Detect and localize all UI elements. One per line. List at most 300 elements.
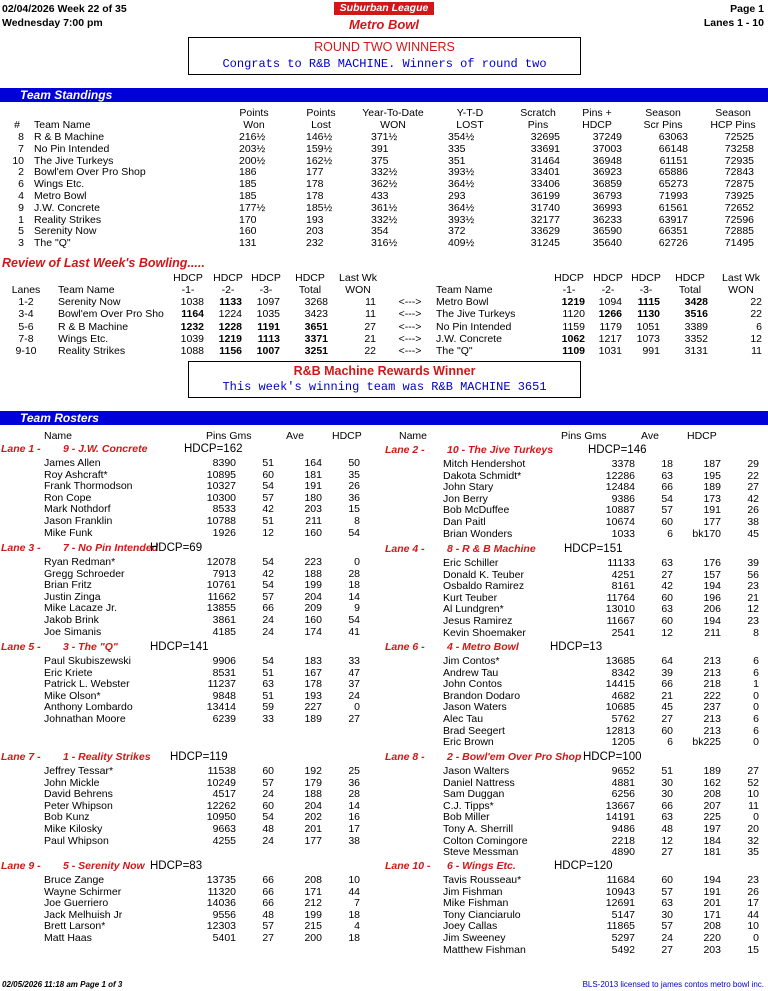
- standings-value: 332½: [371, 166, 398, 179]
- player-average: 177: [703, 516, 721, 528]
- review-hdcp-header: HDCP: [295, 272, 325, 284]
- team-hdcp: HDCP=120: [554, 860, 613, 872]
- standings-value: 71993: [658, 190, 688, 202]
- review-game-header: -1-: [562, 284, 576, 296]
- standings-col-header: WON: [380, 119, 406, 131]
- review-score: 1031: [598, 345, 622, 358]
- review-game-header: WON: [728, 284, 754, 296]
- standings-value: 177½: [239, 201, 266, 214]
- player-pins: 9386: [611, 492, 635, 505]
- player-hdcp: 28: [348, 567, 360, 580]
- standings-value: 36199: [530, 190, 560, 202]
- standings-row: [0, 237, 768, 249]
- review-section-title: Review of Last Week's Bowling.....: [2, 256, 205, 270]
- review-score: 1228: [218, 320, 242, 333]
- roster-player-row: [384, 557, 768, 569]
- player-hdcp: 6: [753, 655, 759, 667]
- standings-rank: 2: [18, 166, 24, 179]
- player-name: Jason Walters: [443, 765, 510, 777]
- player-hdcp: 8: [354, 515, 360, 527]
- roster-player-row: [384, 823, 768, 835]
- player-hdcp: 23: [747, 874, 759, 886]
- standings-value: 36993: [592, 201, 622, 214]
- review-score: 3352: [684, 332, 708, 345]
- player-hdcp: 29: [747, 458, 759, 470]
- player-games: 24: [262, 625, 274, 638]
- standings-col-header: Lost: [311, 119, 331, 131]
- standings-value: 63917: [658, 213, 688, 226]
- roster-player-row: [384, 592, 768, 604]
- player-average: 189: [703, 481, 721, 494]
- player-hdcp: 23: [747, 580, 759, 593]
- player-average: 179: [304, 776, 322, 789]
- standings-value: 361½: [371, 201, 398, 214]
- review-team-1: Wings Etc.: [58, 332, 109, 345]
- player-games: 66: [661, 799, 673, 812]
- player-pins: 13735: [206, 874, 236, 886]
- review-score: 1232: [180, 320, 204, 333]
- player-hdcp: 44: [747, 908, 759, 921]
- player-name: Frank Thormodson: [44, 480, 133, 493]
- player-name: Eric Brown: [443, 736, 494, 749]
- review-score: 1007: [256, 345, 280, 358]
- roster-player-row: [0, 503, 384, 515]
- review-score: 11: [751, 345, 762, 358]
- review-score: 3651: [304, 320, 328, 333]
- standings-value: 354½: [448, 131, 475, 143]
- player-games: 54: [661, 492, 673, 505]
- player-pins: 4881: [611, 776, 635, 789]
- roster-player-row: [384, 835, 768, 847]
- standings-value: 185: [239, 190, 257, 202]
- player-pins: 4682: [611, 689, 635, 702]
- player-name: Eric Kriete: [44, 666, 93, 679]
- player-games: 64: [661, 655, 673, 667]
- player-pins: 12303: [206, 920, 236, 933]
- player-hdcp: 4: [354, 920, 360, 933]
- player-games: 27: [262, 932, 274, 944]
- standings-value: 162½: [306, 154, 333, 167]
- player-hdcp: 7: [354, 897, 360, 910]
- review-hdcp-header: HDCP: [631, 272, 661, 284]
- player-games: 54: [262, 655, 274, 667]
- standings-team-name: Wings Etc.: [34, 178, 85, 191]
- player-name: Jason Waters: [443, 701, 507, 714]
- player-name: Mark Nothdorf: [44, 503, 111, 516]
- player-hdcp: 44: [348, 885, 360, 898]
- standings-value: 66351: [658, 225, 688, 238]
- player-hdcp: 56: [747, 568, 759, 581]
- roster-player-row: [384, 920, 768, 932]
- player-pins: 8342: [611, 666, 635, 679]
- player-name: Bruce Zange: [44, 874, 105, 886]
- player-name: Jim Contos*: [443, 655, 500, 667]
- standings-value: 61561: [658, 201, 688, 214]
- standings-col-header: Points: [306, 107, 336, 119]
- winners-title: ROUND TWO WINNERS: [314, 40, 455, 54]
- roster-lane-title: [385, 444, 765, 457]
- team-name: 3 - The "Q": [63, 641, 118, 653]
- player-hdcp: 37: [348, 678, 360, 691]
- roster-player-row: [384, 615, 768, 627]
- player-pins: 8531: [212, 666, 236, 679]
- standings-value: 31245: [530, 237, 560, 250]
- standings-value: 72935: [724, 154, 754, 167]
- player-games: 66: [661, 678, 673, 691]
- player-name: Matt Haas: [44, 932, 92, 944]
- player-average: 177: [304, 834, 322, 847]
- player-hdcp: 0: [753, 689, 759, 702]
- standings-value: 433: [371, 190, 389, 202]
- player-games: 27: [661, 568, 673, 581]
- player-games: 45: [661, 701, 673, 714]
- player-pins: 4890: [611, 846, 635, 859]
- player-average: 222: [703, 689, 721, 702]
- standings-value: 66148: [658, 142, 688, 155]
- player-average: 188: [304, 567, 322, 580]
- standings-header-row: [0, 119, 768, 131]
- review-score: 1179: [599, 320, 622, 333]
- standings-value: 216½: [239, 131, 266, 143]
- player-name: Alec Tau: [443, 713, 484, 725]
- standings-rank: 1: [18, 213, 24, 226]
- review-score: 1219: [561, 296, 585, 308]
- roster-player-row: [0, 492, 384, 504]
- player-average: 199: [304, 908, 322, 921]
- player-name: Donald K. Teuber: [443, 568, 524, 581]
- player-pins: 4517: [212, 788, 236, 801]
- roster-name-header: Name: [399, 430, 428, 442]
- standings-value: 177: [306, 166, 324, 179]
- player-pins: 5147: [611, 908, 635, 921]
- player-name: C.J. Tipps*: [443, 799, 494, 812]
- review-lanes: 1-2: [18, 296, 34, 308]
- lanes-range: Lanes 1 - 10: [703, 17, 764, 29]
- roster-player-row: [0, 909, 384, 921]
- roster-player-row: [384, 713, 768, 725]
- player-pins: 11662: [207, 590, 236, 603]
- roster-player-row: [384, 765, 768, 777]
- review-score: 1038: [180, 296, 204, 308]
- player-name: Wayne Schirmer: [44, 885, 122, 898]
- player-pins: 7913: [212, 567, 236, 580]
- team-name: 7 - No Pin Intended: [63, 542, 159, 554]
- player-name: Steve Messman: [443, 846, 519, 859]
- player-average: 196: [703, 591, 721, 604]
- player-games: 54: [262, 556, 274, 568]
- review-score: 3268: [304, 296, 328, 308]
- lane-label: Lane 4 -: [385, 543, 425, 555]
- review-lanes: 9-10: [15, 345, 37, 358]
- player-hdcp: 35: [747, 846, 759, 859]
- player-hdcp: 14: [348, 799, 360, 812]
- team-hdcp: HDCP=69: [150, 542, 203, 554]
- player-name: Jack Melhuish Jr: [44, 908, 123, 921]
- player-name: Roy Ashcraft*: [44, 468, 108, 481]
- roster-player-row: [384, 655, 768, 667]
- player-name: Joe Simanis: [44, 625, 102, 638]
- player-average: 203: [304, 503, 322, 516]
- player-average: 218: [703, 678, 721, 691]
- player-name: Ron Cope: [44, 491, 92, 504]
- player-games: 12: [262, 526, 274, 539]
- player-name: James Allen: [44, 457, 101, 469]
- player-pins: 1205: [611, 736, 635, 749]
- player-games: 57: [262, 491, 274, 504]
- standings-value: 71495: [724, 237, 754, 250]
- standings-value: 375: [371, 154, 389, 167]
- player-games: 33: [262, 713, 274, 725]
- player-average: 202: [304, 811, 322, 824]
- review-score: 1109: [562, 345, 585, 358]
- roster-pins-header: Pins Gms: [561, 430, 607, 442]
- roster-ave-header: Ave: [286, 430, 304, 442]
- player-name: Jim Fishman: [443, 885, 503, 898]
- player-average: 191: [703, 504, 721, 517]
- review-hdcp-header: HDCP: [213, 272, 243, 284]
- review-game-header: -2-: [601, 284, 615, 296]
- player-hdcp: 1: [753, 678, 759, 691]
- standings-team-name: The "Q": [34, 237, 71, 250]
- player-average: 178: [304, 678, 322, 691]
- roster-player-row: [384, 725, 768, 737]
- player-pins: 10327: [206, 480, 236, 493]
- player-average: 204: [304, 590, 322, 603]
- player-name: Peter Whipson: [44, 799, 113, 812]
- player-pins: 3378: [611, 458, 635, 470]
- standings-value: 393½: [448, 166, 475, 179]
- team-name: 4 - Metro Bowl: [447, 641, 519, 653]
- standings-col-header: Scratch: [520, 107, 556, 119]
- player-games: 60: [661, 615, 673, 627]
- standings-value: 35640: [592, 237, 622, 250]
- standings-value: 409½: [448, 237, 475, 250]
- standings-value: 72843: [724, 166, 754, 179]
- player-games: 24: [262, 614, 274, 626]
- team-name: 2 - Bowl'em Over Pro Shop: [447, 751, 582, 763]
- player-average: 187: [703, 458, 721, 470]
- player-average: 171: [304, 885, 322, 898]
- player-games: 63: [262, 678, 274, 691]
- standings-col-header: LOST: [456, 119, 484, 131]
- review-score: 3251: [304, 345, 328, 358]
- review-lastwk-header: Last Wk: [722, 272, 760, 284]
- bowling-center-name: Metro Bowl: [348, 17, 420, 32]
- player-average: 211: [305, 515, 322, 527]
- roster-player-row: [0, 874, 384, 886]
- standings-col-header: Year-To-Date: [362, 107, 424, 119]
- review-team-2: The Jive Turkeys: [436, 308, 516, 321]
- player-games: 30: [661, 788, 673, 801]
- player-hdcp: 0: [753, 932, 759, 944]
- team-rosters-header: Team Rosters: [0, 411, 768, 425]
- standings-value: 32695: [530, 131, 560, 143]
- standings-value: 37003: [592, 142, 622, 155]
- player-hdcp: 18: [348, 579, 360, 592]
- standings-team-name: J.W. Concrete: [34, 201, 100, 214]
- player-name: Mike Lacaze Jr.: [44, 602, 117, 615]
- standings-rank: 9: [18, 201, 24, 214]
- roster-player-row: [0, 678, 384, 690]
- player-average: 191: [304, 480, 322, 493]
- review-header-row: [0, 284, 768, 296]
- player-pins: 2218: [611, 834, 635, 847]
- standings-col-header: Won: [243, 119, 265, 131]
- player-name: Patrick L. Webster: [44, 678, 130, 691]
- standings-value: 203: [306, 225, 324, 238]
- player-name: John Mickle: [44, 776, 100, 789]
- roster-player-row: [0, 667, 384, 679]
- roster-player-row: [384, 481, 768, 493]
- standings-row: [0, 166, 768, 178]
- standings-value: 203½: [239, 142, 266, 155]
- player-pins: 9556: [212, 908, 236, 921]
- review-team-2: Metro Bowl: [436, 296, 489, 308]
- player-hdcp: 18: [348, 932, 360, 944]
- player-average: bk170: [692, 527, 721, 540]
- player-games: 57: [262, 920, 274, 933]
- winners-announcement-box: [188, 37, 581, 75]
- player-games: 57: [262, 776, 274, 789]
- review-score: 21: [364, 332, 376, 345]
- team-standings-header: Team Standings: [0, 88, 768, 102]
- player-games: 54: [262, 480, 274, 493]
- team-hdcp: HDCP=162: [184, 443, 243, 455]
- player-games: 63: [661, 897, 673, 910]
- roster-player-row: [384, 528, 768, 540]
- player-average: 189: [703, 765, 721, 777]
- roster-player-row: [384, 800, 768, 812]
- player-average: 167: [304, 666, 322, 679]
- roster-player-row: [0, 701, 384, 713]
- player-name: Paul Whipson: [44, 834, 109, 847]
- player-hdcp: 24: [348, 689, 360, 702]
- standings-value: 185: [239, 178, 257, 191]
- player-average: 237: [703, 701, 721, 714]
- player-hdcp: 0: [354, 701, 360, 714]
- roster-player-row: [384, 458, 768, 470]
- player-name: Mitch Hendershot: [443, 458, 526, 470]
- player-games: 57: [661, 504, 673, 517]
- standings-value: 32177: [530, 213, 560, 226]
- player-hdcp: 17: [348, 823, 360, 835]
- review-header-row: [0, 272, 768, 284]
- roster-player-row: [0, 626, 384, 638]
- review-score: 11: [365, 308, 376, 321]
- player-pins: 10249: [206, 776, 236, 789]
- review-game-header: Total: [678, 284, 702, 296]
- player-pins: 3861: [212, 614, 236, 626]
- player-games: 59: [262, 701, 274, 714]
- roster-player-row: [384, 932, 768, 944]
- standings-value: 33401: [530, 166, 560, 179]
- player-average: 162: [703, 776, 721, 789]
- standings-col-header: Points: [239, 107, 269, 119]
- review-game-header: Total: [298, 284, 322, 296]
- player-average: 215: [304, 920, 322, 933]
- review-score: 1156: [219, 345, 242, 358]
- standings-value: 186: [239, 166, 257, 179]
- player-average: 213: [703, 666, 721, 679]
- standings-rank: 6: [18, 178, 24, 191]
- standings-row: [0, 178, 768, 190]
- standings-col-header: Scr Pins: [643, 119, 683, 131]
- player-pins: 11865: [606, 920, 635, 933]
- player-average: 204: [304, 799, 322, 812]
- player-name: Gregg Schroeder: [44, 567, 125, 580]
- review-lanes: 7-8: [18, 332, 34, 345]
- roster-lane-title: [385, 641, 765, 654]
- team-name: 5 - Serenity Now: [63, 860, 145, 872]
- player-pins: 10950: [206, 811, 236, 824]
- review-lanes: 5-6: [18, 320, 34, 333]
- player-average: 160: [304, 526, 322, 539]
- standings-value: 185½: [306, 201, 333, 214]
- team-name: 1 - Reality Strikes: [63, 751, 151, 763]
- player-games: 21: [661, 689, 673, 702]
- lane-label: Lane 2 -: [385, 444, 425, 456]
- review-score: 1130: [637, 308, 660, 321]
- player-hdcp: 33: [348, 655, 360, 667]
- player-average: 184: [703, 834, 721, 847]
- roster-hdcp-header: HDCP: [332, 430, 362, 442]
- roster-lane-title: [385, 543, 765, 556]
- standings-value: 36590: [592, 225, 622, 238]
- standings-team-name: No Pin Intended: [34, 142, 110, 155]
- player-games: 60: [661, 724, 673, 737]
- player-name: Brian Fritz: [44, 579, 92, 592]
- player-pins: 10788: [206, 515, 236, 527]
- standings-team-name: Reality Strikes: [34, 213, 102, 226]
- player-name: Mike Kilosky: [44, 823, 103, 835]
- standings-value: 72596: [724, 213, 754, 226]
- player-games: 24: [262, 788, 274, 801]
- player-name: Brandon Dodaro: [443, 689, 521, 702]
- player-pins: 8161: [611, 580, 635, 593]
- player-average: 212: [304, 897, 322, 910]
- player-name: Brett Larson*: [44, 920, 106, 933]
- report-date-week: 02/04/2026 Week 22 of 35: [2, 3, 127, 15]
- standings-value: 293: [448, 190, 466, 202]
- player-games: 63: [661, 811, 673, 824]
- roster-player-row: [0, 713, 384, 725]
- player-hdcp: 50: [348, 457, 360, 469]
- player-hdcp: 6: [753, 724, 759, 737]
- player-name: Colton Comingore: [443, 834, 528, 847]
- player-games: 60: [661, 591, 673, 604]
- player-games: 60: [262, 468, 274, 481]
- review-team-1: Serenity Now: [58, 296, 121, 308]
- standings-team-header: Team Name: [34, 119, 91, 131]
- roster-lane-title: [385, 751, 765, 764]
- roster-player-row: [384, 678, 768, 690]
- player-games: 63: [661, 557, 673, 569]
- roster-player-row: [0, 823, 384, 835]
- player-games: 6: [667, 527, 673, 540]
- roster-player-row: [0, 897, 384, 909]
- player-average: 194: [703, 874, 721, 886]
- roster-player-row: [0, 800, 384, 812]
- player-games: 27: [661, 846, 673, 859]
- standings-rank: 10: [12, 154, 24, 167]
- player-games: 30: [661, 776, 673, 789]
- player-pins: 14191: [605, 811, 635, 824]
- player-hdcp: 12: [747, 603, 759, 616]
- player-hdcp: 42: [747, 492, 759, 505]
- roster-lane-title: [1, 542, 381, 555]
- player-average: 191: [703, 885, 721, 898]
- player-pins: 11764: [606, 591, 635, 604]
